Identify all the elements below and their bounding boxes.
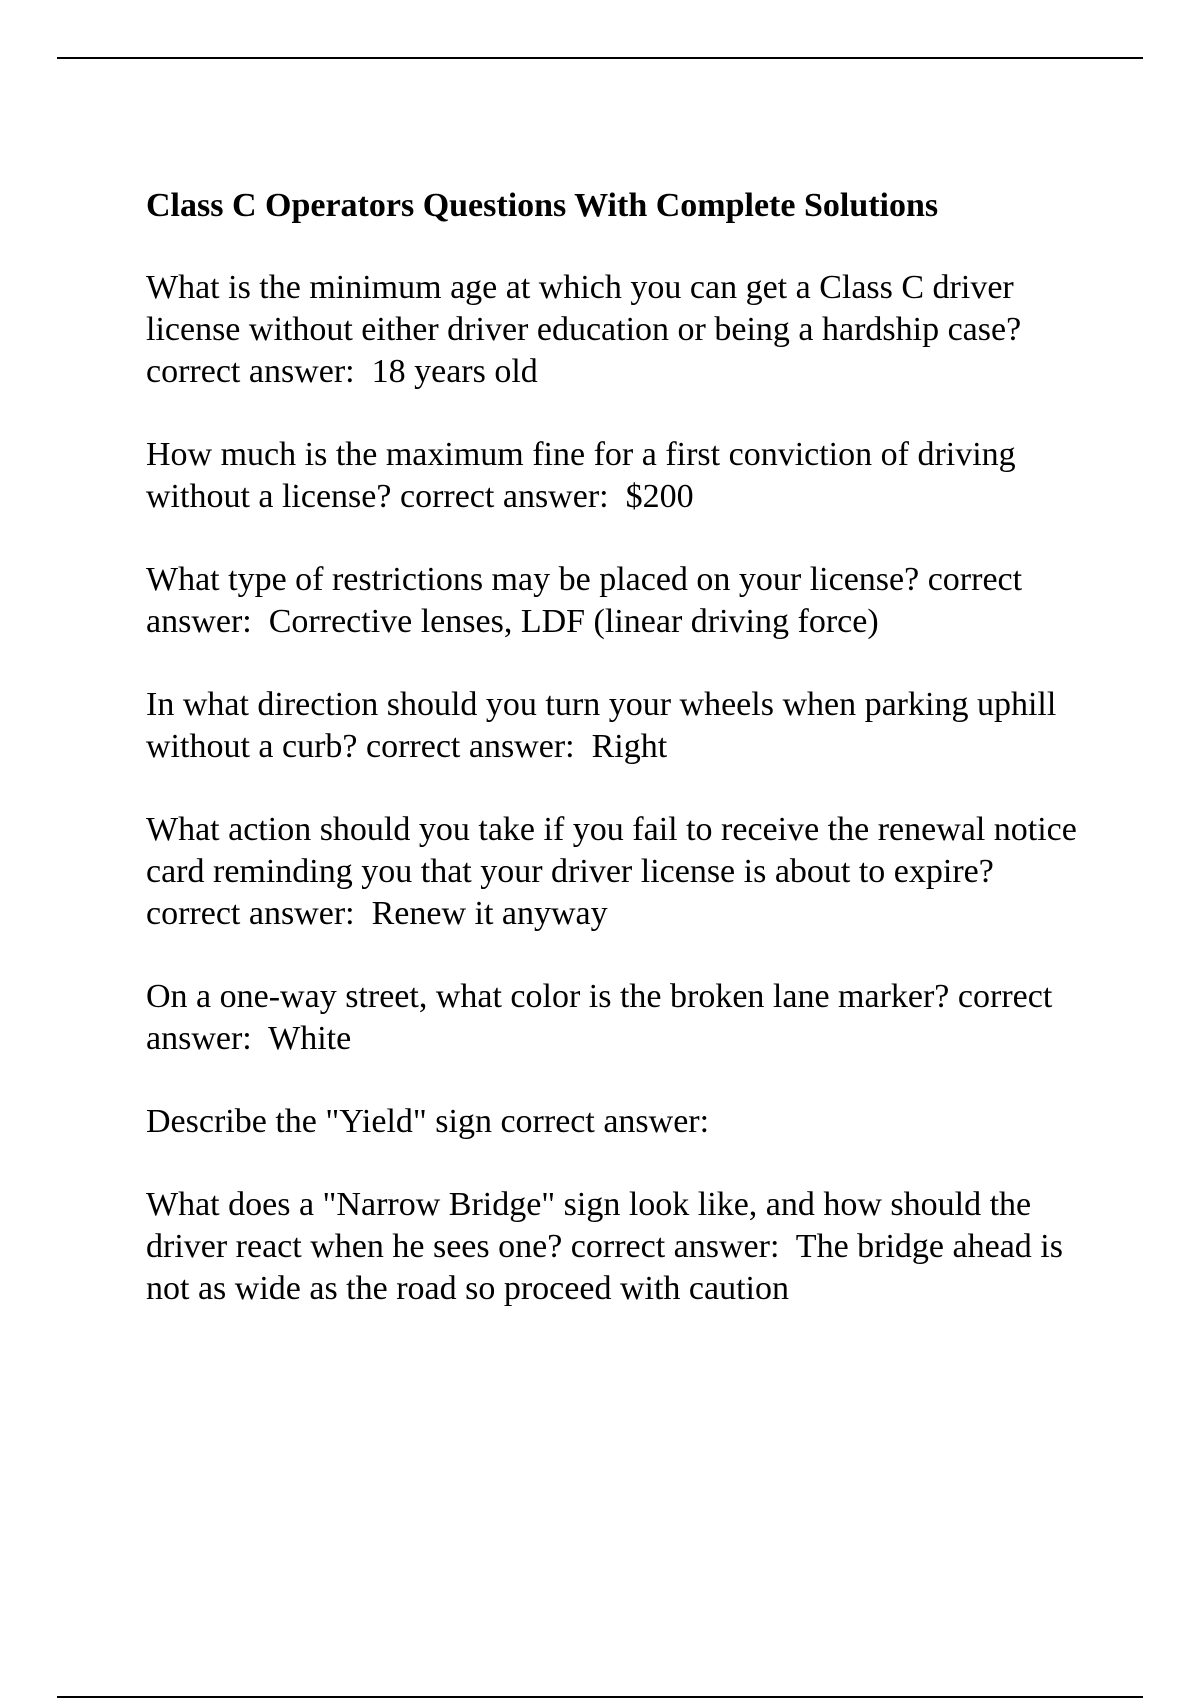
answer-text: Right <box>591 728 668 765</box>
qa-item <box>146 684 1096 768</box>
question-text: What action should you take if you fail to receive the renewal notice card reminding you that your driver license is about to expire? <box>146 811 1077 890</box>
footer-rule <box>57 1696 1143 1698</box>
answer-prefix: correct answer: <box>570 1228 780 1265</box>
answer-text: The bridge ahead is not as wide as the road so proceed with caution <box>146 1228 1063 1307</box>
question-text: In what direction should you turn your wheels when parking uphill without a curb? <box>146 686 1057 765</box>
header-rule <box>57 57 1143 59</box>
qa-item <box>146 1184 1096 1310</box>
answer-prefix: correct answer: <box>146 895 355 932</box>
question-text: What does a "Narrow Bridge" sign look like, and how should the driver react when he sees one? <box>146 1186 1032 1265</box>
answer-text: Renew it anyway <box>371 895 608 932</box>
answer-prefix: correct answer: <box>500 1103 710 1140</box>
qa-item <box>146 809 1096 935</box>
question-text: What is the minimum age at which you can get a Class C driver license without either driver education or being a hardship case? <box>146 269 1022 348</box>
qa-item <box>146 1101 1096 1143</box>
answer-text: $200 <box>625 478 694 515</box>
question-text: How much is the maximum fine for a first conviction of driving without a license? <box>146 436 1016 515</box>
answer-prefix: correct answer: <box>399 478 609 515</box>
answer-prefix: correct answer: <box>146 561 1023 640</box>
question-text: What type of restrictions may be placed on your license? <box>146 561 920 598</box>
question-text: Describe the "Yield" sign <box>146 1103 492 1140</box>
answer-text: Corrective lenses, LDF (linear driving force) <box>268 603 879 640</box>
answer-prefix: correct answer: <box>366 728 575 765</box>
qa-item <box>146 976 1096 1060</box>
qa-list <box>146 267 1096 1310</box>
answer-text: White <box>268 1020 352 1057</box>
qa-item <box>146 559 1096 643</box>
answer-text: 18 years old <box>371 353 538 390</box>
qa-item <box>146 267 1096 393</box>
question-text: On a one-way street, what color is the broken lane marker? <box>146 978 950 1015</box>
answer-prefix: correct answer: <box>146 978 1053 1057</box>
document-title: Class C Operators Questions With Complete Solutions <box>146 187 939 224</box>
answer-prefix: correct answer: <box>146 353 355 390</box>
qa-item <box>146 434 1096 518</box>
document-body <box>146 185 1096 1351</box>
